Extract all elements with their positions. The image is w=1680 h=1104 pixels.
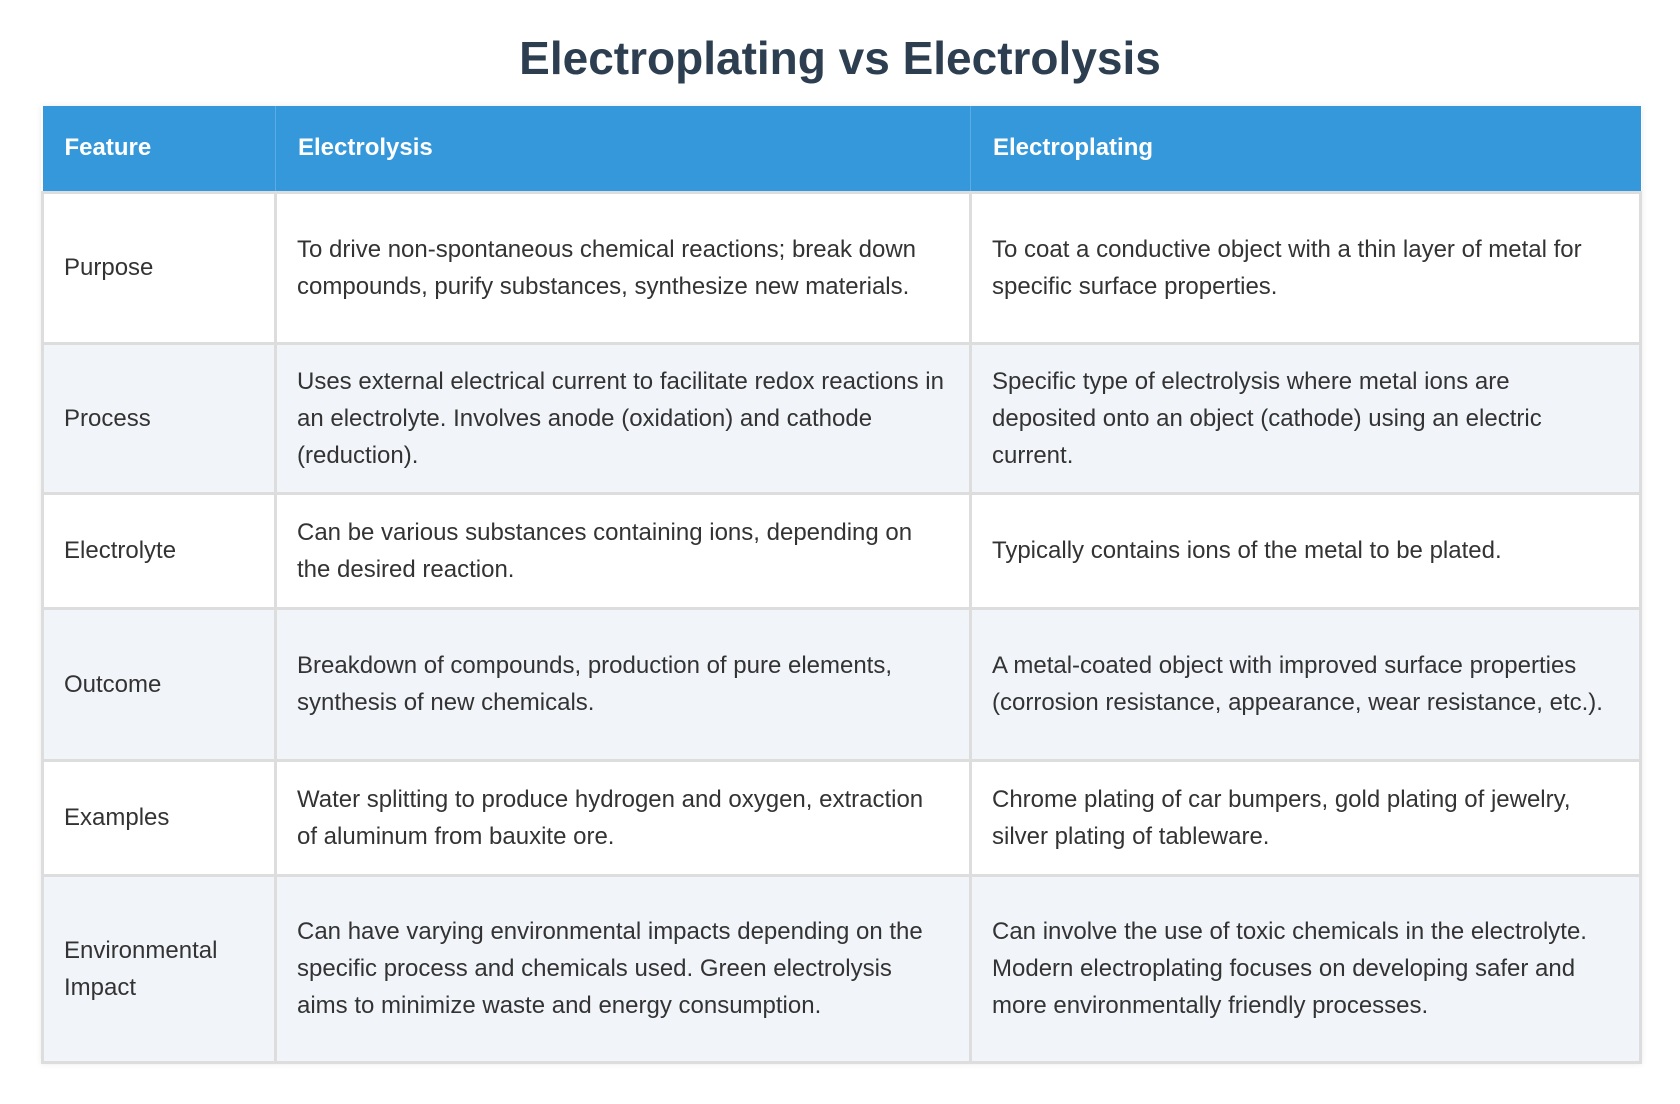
feature-cell: Examples xyxy=(43,760,276,875)
electrolysis-cell: Water splitting to produce hydrogen and oxygen, extraction of aluminum from bauxite ore. xyxy=(276,760,971,875)
table-row-purpose xyxy=(43,192,1641,343)
header-feature: Feature xyxy=(43,106,276,192)
electrolysis-cell: Breakdown of compounds, production of pure elements, synthesis of new chemicals. xyxy=(276,608,971,760)
header-electrolysis: Electrolysis xyxy=(276,106,971,192)
feature-cell: Process xyxy=(43,343,276,493)
electroplating-cell: To coat a conductive object with a thin layer of metal for specific surface properties. xyxy=(971,192,1641,343)
electroplating-cell: Typically contains ions of the metal to be plated. xyxy=(971,493,1641,608)
electrolysis-cell: To drive non-spontaneous chemical reactions; break down compounds, purify substances, synthesize new materials. xyxy=(276,192,971,343)
electroplating-cell: Chrome plating of car bumpers, gold plating of jewelry, silver plating of tableware. xyxy=(971,760,1641,875)
comparison-table-container xyxy=(41,106,1639,1064)
table-row-electrolyte xyxy=(43,493,1641,608)
feature-cell: Outcome xyxy=(43,608,276,760)
electroplating-cell: Can involve the use of toxic chemicals in the electrolyte. Modern electroplating focuses on developing safer and more environmentally friendly processes. xyxy=(971,875,1641,1062)
table-body xyxy=(43,192,1641,1062)
header-electroplating: Electroplating xyxy=(971,106,1641,192)
feature-cell: Environmental Impact xyxy=(43,875,276,1062)
electrolysis-cell: Uses external electrical current to facilitate redox reactions in an electrolyte. Involves anode (oxidation) and cathode (reduction). xyxy=(276,343,971,493)
table-row-process xyxy=(43,343,1641,493)
table-row-examples xyxy=(43,760,1641,875)
feature-cell: Electrolyte xyxy=(43,493,276,608)
header-row xyxy=(43,106,1641,192)
comparison-table xyxy=(41,106,1642,1064)
page-title: Electroplating vs Electrolysis xyxy=(519,32,1161,84)
electroplating-cell: A metal-coated object with improved surface properties (corrosion resistance, appearance, wear resistance, etc.). xyxy=(971,608,1641,760)
electroplating-cell: Specific type of electrolysis where metal ions are deposited onto an object (cathode) using an electric current. xyxy=(971,343,1641,493)
table-row-environmental-impact xyxy=(43,875,1641,1062)
table-row-outcome xyxy=(43,608,1641,760)
electrolysis-cell: Can have varying environmental impacts depending on the specific process and chemicals used. Green electrolysis aims to minimize waste and energy consumption. xyxy=(276,875,971,1062)
table-header xyxy=(43,106,1641,192)
electrolysis-cell: Can be various substances containing ions, depending on the desired reaction. xyxy=(276,493,971,608)
feature-cell: Purpose xyxy=(43,192,276,343)
